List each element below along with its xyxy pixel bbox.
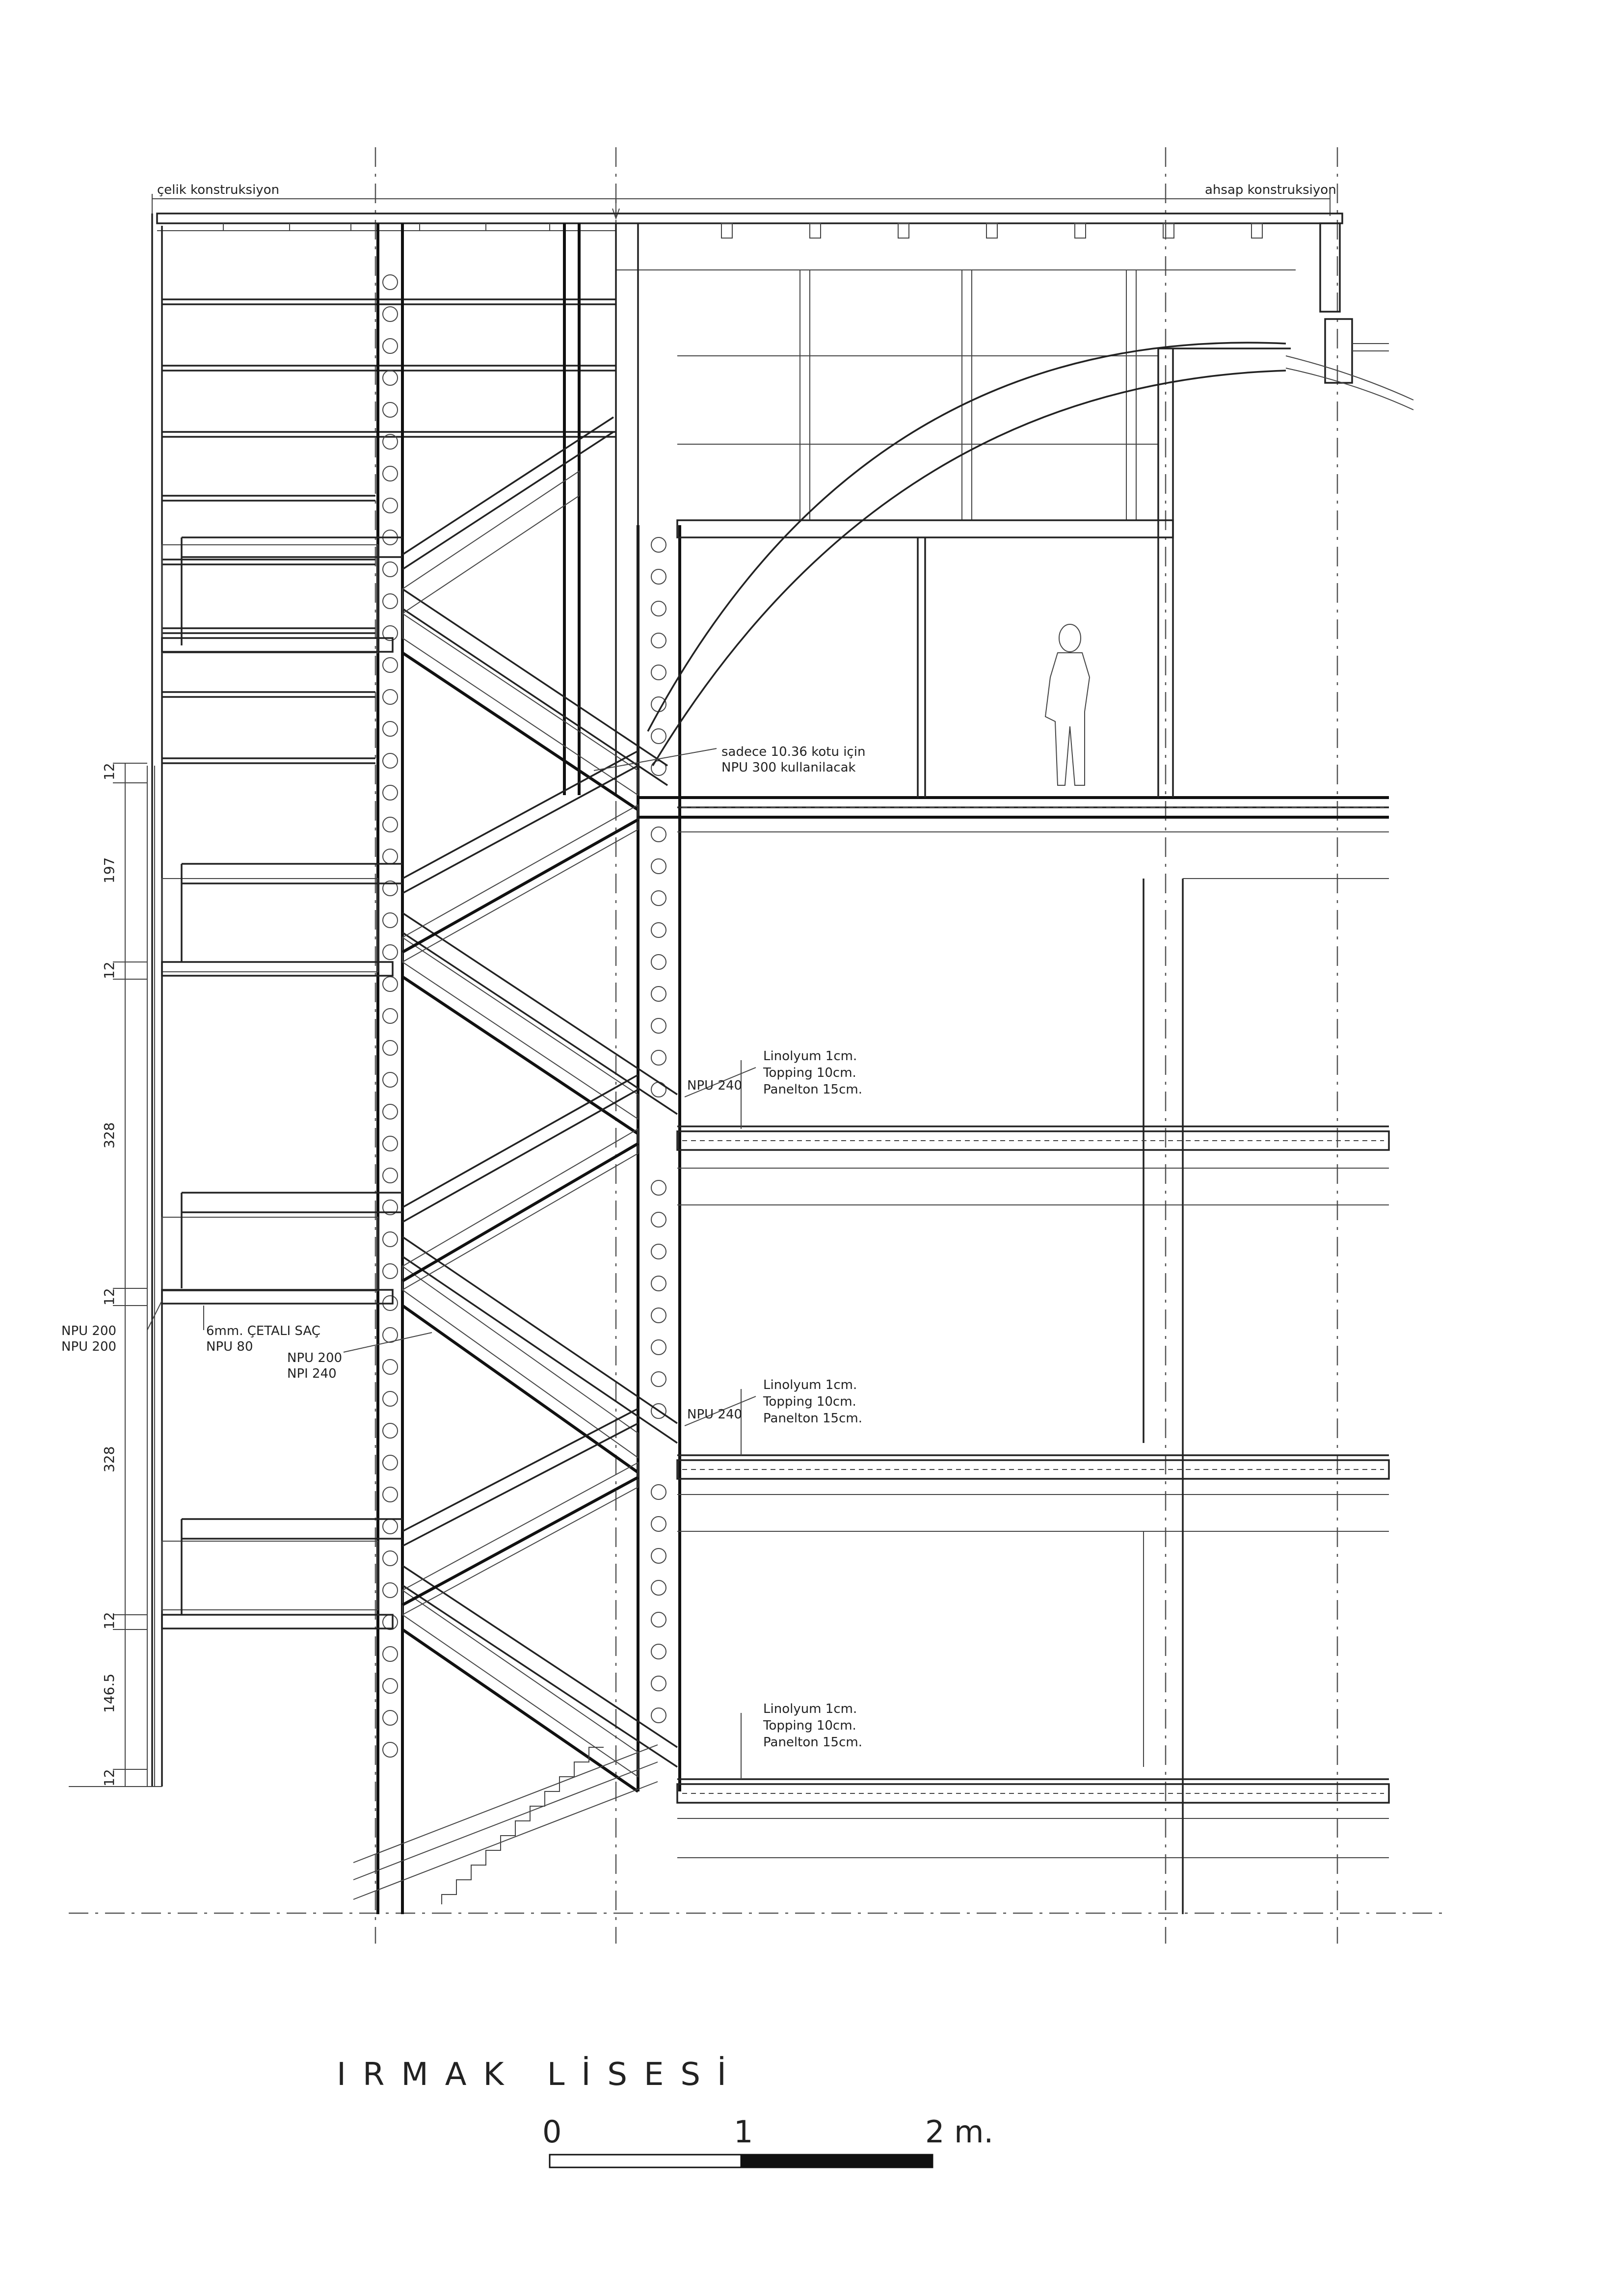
floor1-layer-1: Linolyum 1cm.: [763, 1049, 857, 1064]
note-npi240: NPI 240: [287, 1366, 337, 1381]
floor1-beam: NPU 240: [687, 1078, 743, 1093]
floor2-layer-1: Linolyum 1cm.: [763, 1378, 857, 1392]
note-npu80: NPU 80: [206, 1339, 253, 1354]
floor2-beam: NPU 240: [687, 1407, 743, 1422]
scale-segment-black: [741, 2155, 932, 2167]
dim-1: 12: [101, 763, 117, 780]
dim-4: 328: [101, 1122, 117, 1148]
scale-label-1: 1: [734, 2114, 753, 2150]
label-steel: çelik konstruksiyon: [157, 183, 280, 197]
floor1-layer-2: Topping 10cm.: [763, 1066, 856, 1080]
label-timber: ahsap konstruksiyon: [1205, 183, 1336, 197]
scale-segment-white: [550, 2155, 741, 2167]
floor3-layer-1: Linolyum 1cm.: [763, 1702, 857, 1716]
floor2-layer-2: Topping 10cm.: [763, 1394, 856, 1409]
floor3-layer-2: Topping 10cm.: [763, 1718, 856, 1733]
dim-3: 12: [101, 961, 117, 979]
dim-7: 12: [101, 1612, 117, 1629]
dim-2: 197: [101, 857, 117, 883]
note-npu200-c: NPU 200: [287, 1351, 343, 1365]
scale-label-2: 2 m.: [925, 2114, 994, 2150]
floor1-layer-3: Panelton 15cm.: [763, 1082, 862, 1097]
note-cetali-sac: 6mm. ÇETALI SAÇ: [206, 1324, 320, 1338]
dim-6: 328: [101, 1446, 117, 1472]
note-npu300-2: NPU 300 kullanilacak: [721, 760, 856, 775]
dim-5: 12: [101, 1288, 117, 1306]
note-npu200-a: NPU 200: [61, 1324, 117, 1338]
drawing-title: IRMAK LİSESİ: [337, 2056, 743, 2093]
dim-9: 12: [101, 1769, 117, 1787]
note-npu300-1: sadece 10.36 kotu için: [721, 745, 866, 759]
dim-8: 146.5: [101, 1673, 117, 1713]
floor3-layer-3: Panelton 15cm.: [763, 1735, 862, 1750]
scale-label-0: 0: [542, 2114, 562, 2150]
note-npu200-b: NPU 200: [61, 1339, 117, 1354]
floor2-layer-3: Panelton 15cm.: [763, 1411, 862, 1426]
